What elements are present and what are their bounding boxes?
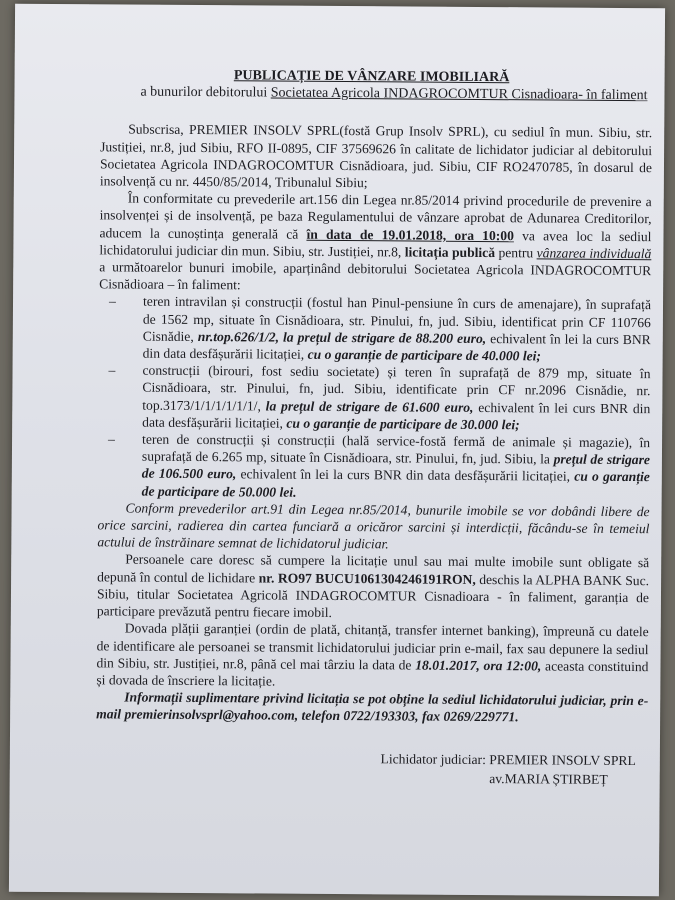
document-subtitle: a bunurilor debitorului Societatea Agricola INDAGROCOMTUR Cisnadioara- în faliment <box>140 84 648 104</box>
paper-sheet <box>9 4 665 897</box>
article-91-paragraph: Conform prevederilor art.91 din Legea nr.85/2014, bunurile imobile se vor dobândi libere de orice sarcini, radierea din cartea funciară a oricăror sarcini și interdicții, făcându-se în temeiul actului de înstrăinare semnat de lichidatorul judiciar. <box>97 500 650 552</box>
proof-paragraph: Dovada plății garanției (ordin de plată, chitanță, transfer internet banking), împreună cu datele de identificare ale persoanei se transmit lichidatorului judiciar prin e-mail, fax sau depunere la sediul din Sibiu, str. Justiției, nr.8, până cel mai târziu la data de 18.01.2017, ora 12:00, aceasta constituind și dovada de înscriere la licitație. <box>96 620 649 689</box>
deadline-date: 18.01.2017, ora 12:00, <box>415 657 542 674</box>
signature-block <box>96 747 648 789</box>
bank-account: nr. RO97 BUCU1061304246191RON, <box>258 570 476 587</box>
intro-paragraph: Subscrisa, PREMIER INSOLV SPRL(fostă Grup Insolv SPRL), cu sediul în mun. Sibiu, str. Justiției, nr.8, jud Sibiu, RFO II-0895, CIF 37569626 în calitate de lichidator judiciar al debitorului Societatea Agricola INDAGROCOMTUR Cisnădioara, jud. Sibiu, CIF RO2470785, în dosarul de insolvență cu nr. 4450/85/2014, Tribunalul Sibiu; <box>99 121 653 191</box>
document-title: PUBLICAȚIE DE VÂNZARE IMOBILIARĂ <box>233 68 510 86</box>
guarantee-paragraph: Persoanele care doresc să cumpere la licitație unul sau mai multe imobile sunt obligate să depună în contul de lichidare nr. RO97 BUCU1061304246191RON, deschis la ALPHA BANK Suc. Sibiu, titular Societatea Agricolă INDAGROCOMTUR Cisnadioara - în faliment, garanția de participare prevăzută pentru fiecare imobil. <box>96 552 650 621</box>
lawyer-name: av.MARIA ȘTIRBEȚ <box>489 770 608 787</box>
property-list <box>98 293 651 503</box>
liquidator-line: Lichidator judiciar: PREMIER INSOLV SPRL <box>380 750 636 768</box>
list-item: – teren de construcții și construcții (hală service-fostă fermă de animale și magazie), în suprafață de 6.265 mp, situate în Cisnădioara, str. Pinului, fn, jud. Sibiu, la prețul de strigare de 106.500 euro, echivalent în lei la curs BNR din data desfășurării licitației, cu o garanție de participare de 50.000 lei. <box>108 431 651 500</box>
debtor-name: Societatea Agricola INDAGROCOMTUR Cisnadioara- în faliment <box>270 85 648 104</box>
notice-document <box>96 66 653 788</box>
list-item: – construcții (birouri, fost sediu societate) și teren în suprafață de 879 mp, situate în Cisnădioara, str. Pinului, fn, jud. Sibiu, identificate prin CF nr.2096 Cisnădie, nr. top.3173/1/1/1/1/1/1/, la prețul de strigare de 61.600 euro, echivalent în lei curs BNR din data desfășurării licitației, cu o garanție de participare de 30.000 lei; <box>108 362 651 433</box>
list-item: – teren intravilan și construcții (fostul han Pinul-pensiune în curs de amenajare), în suprafață de 1562 mp, situate în Cisnădioara, str. Pinului, fn, jud. Sibiu, identificat prin CF 110766 Cisnădie, nr.top.626/1/2, la prețul de strigare de 88.200 euro, echivalent în lei la curs BNR din data desfășurării licitației, cu o garanție de participare de 40.000 lei; <box>108 293 652 364</box>
contact-paragraph: Informații suplimentare privind licitația se pot obține la sediul lichidatorului judiciar, prin e-mail premierinsolvsprl@yahoo.com, telefon 0722/193303, fax 0269/229771. <box>96 689 649 725</box>
sale-paragraph: În conformitate cu prevederile art.156 din Legea nr.85/2014 privind procedurile de prevenire a insolvenței și de insolvență, pe baza Regulamentului de vânzare aprobat de Adunarea Creditorilor, aducem la cunoștința generală că în data de 19.01.2018, ora 10:00 va avea loc la sediul lichidatorului judiciar din mun. Sibiu, str. Justiției, nr.8, licitația publică pentru vânzarea individuală a următoarelor bunuri imobile, aparținând debitorului Societatea Agricola INDAGROCOMTUR Cisnădioara – în faliment: <box>99 190 652 293</box>
auction-date: în data de 19.01.2018, ora 10:00 <box>306 226 514 243</box>
